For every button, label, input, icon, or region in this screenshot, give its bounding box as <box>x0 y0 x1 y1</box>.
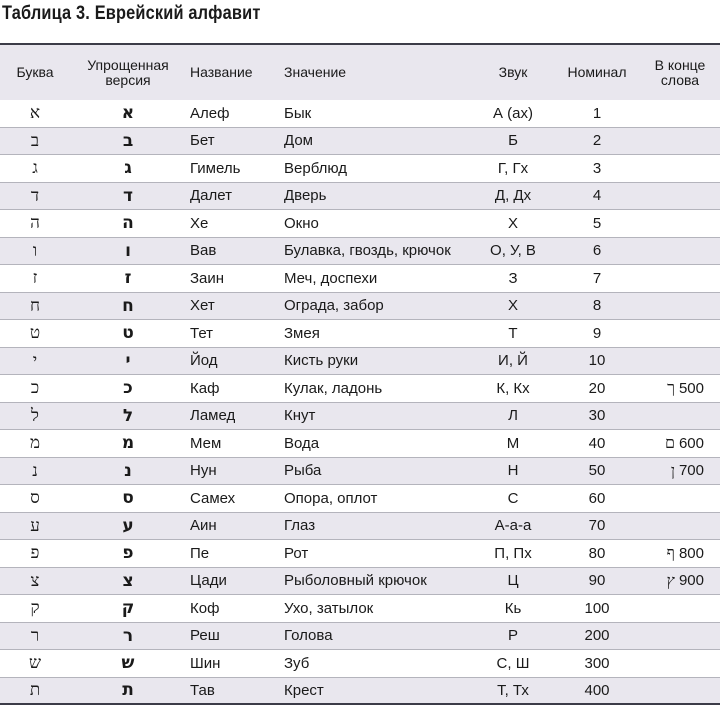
sound-cell: Ц <box>507 572 519 590</box>
value-cell: 10 <box>588 352 606 370</box>
letter-cell: א <box>29 103 41 124</box>
final-letter: ם <box>664 433 675 453</box>
simple-letter-cell: ח <box>122 295 134 316</box>
meaning-cell: Рот <box>284 544 309 562</box>
table-row <box>0 320 720 348</box>
final-form-cell <box>630 513 720 540</box>
header-name: Название <box>190 64 253 80</box>
header-final-line2: слова <box>660 71 700 88</box>
table-row <box>0 403 720 431</box>
value-cell: 4 <box>592 187 602 205</box>
letter-cell: ז <box>32 268 38 289</box>
value-cell: 2 <box>592 132 602 150</box>
final-form-cell <box>630 595 720 622</box>
letter-cell: י <box>32 350 38 371</box>
table-row <box>0 568 720 596</box>
simple-letter-cell: ז <box>124 268 132 289</box>
table-row <box>0 623 720 651</box>
table-row <box>0 128 720 156</box>
name-cell: Нун <box>190 462 217 480</box>
final-form-cell <box>630 238 720 265</box>
simple-letter-cell: ו <box>125 240 131 261</box>
sound-cell: С, Ш <box>496 654 530 672</box>
simple-letter-cell: א <box>121 103 135 124</box>
sound-cell: Б <box>508 132 518 150</box>
table-row <box>0 183 720 211</box>
meaning-cell: Зуб <box>284 654 310 672</box>
meaning-cell: Кнут <box>284 407 316 425</box>
final-form-cell <box>630 375 720 402</box>
meaning-cell: Опора, оплот <box>284 489 378 507</box>
header-simple-line2: версия <box>105 71 151 88</box>
final-letter: ן <box>670 460 675 480</box>
letter-cell: כ <box>30 378 40 399</box>
sound-cell: О, У, В <box>490 242 536 260</box>
table-row <box>0 485 720 513</box>
letter-cell: ט <box>29 323 41 344</box>
table-row <box>0 155 720 183</box>
header-value: Номинал <box>567 64 627 80</box>
name-cell: Аин <box>190 517 217 535</box>
meaning-cell: Меч, доспехи <box>284 269 378 287</box>
final-form-cell <box>630 623 720 650</box>
meaning-cell: Голова <box>284 627 333 645</box>
sound-cell: С <box>507 489 519 507</box>
alphabet-table <box>0 43 720 705</box>
simple-letter-cell: ש <box>121 653 135 674</box>
table-row <box>0 238 720 266</box>
value-cell: 30 <box>588 407 606 425</box>
final-form-cell <box>630 430 720 457</box>
meaning-cell: Кулак, ладонь <box>284 379 383 397</box>
simple-letter-cell: ס <box>122 488 134 509</box>
sound-cell: Т, Тх <box>497 681 529 699</box>
final-value: 900 <box>678 572 704 590</box>
value-cell: 6 <box>592 242 602 260</box>
table-row <box>0 540 720 568</box>
sound-cell: Д, Дх <box>494 187 532 205</box>
name-cell: Мем <box>190 434 222 452</box>
simple-letter-cell: ת <box>122 680 134 701</box>
table-row <box>0 210 720 238</box>
simple-letter-cell: ה <box>122 213 134 234</box>
sound-cell: Т <box>508 324 518 342</box>
letter-cell: ח <box>29 295 41 316</box>
letter-cell: צ <box>30 570 40 591</box>
value-cell: 20 <box>588 379 606 397</box>
sound-cell: Кь <box>504 599 522 617</box>
simple-letter-cell: ר <box>122 625 134 646</box>
final-form-cell <box>630 458 720 485</box>
meaning-cell: Змея <box>284 324 320 342</box>
letter-cell: ו <box>32 240 38 261</box>
final-form-cell <box>630 568 720 595</box>
sound-cell: И, Й <box>498 352 528 370</box>
meaning-cell: Булавка, гвоздь, крючок <box>284 242 451 260</box>
name-cell: Бет <box>190 132 215 150</box>
final-form-cell <box>630 678 720 704</box>
sound-cell: М <box>506 434 520 452</box>
simple-letter-cell: פ <box>122 543 134 564</box>
table-row <box>0 348 720 376</box>
value-cell: 90 <box>588 572 606 590</box>
meaning-cell: Дверь <box>284 187 327 205</box>
final-form-cell <box>630 265 720 292</box>
letter-cell: ב <box>30 130 40 151</box>
meaning-cell: Ограда, забор <box>284 297 384 315</box>
simple-letter-cell: ג <box>124 158 132 179</box>
final-form-cell <box>630 485 720 512</box>
simple-letter-cell: ב <box>122 130 134 151</box>
final-value: 600 <box>678 434 704 452</box>
simple-letter-cell: מ <box>121 433 135 454</box>
header-meaning: Значение <box>284 64 347 80</box>
final-value: 700 <box>678 462 704 480</box>
final-form-cell <box>630 540 720 567</box>
letter-cell: ק <box>30 598 40 619</box>
final-form-cell <box>630 320 720 347</box>
meaning-cell: Глаз <box>284 517 316 535</box>
table-row <box>0 375 720 403</box>
value-cell: 50 <box>588 462 606 480</box>
final-value: 800 <box>678 544 704 562</box>
sound-cell: Р <box>507 627 518 645</box>
name-cell: Пе <box>190 544 210 562</box>
header-sound: Звук <box>498 64 528 80</box>
simple-letter-cell: ע <box>122 515 134 536</box>
page-title: Таблица 3. Еврейский алфавит <box>2 3 261 24</box>
header-final-form <box>640 45 720 100</box>
header-final-line1: В конце <box>654 56 706 73</box>
table-row <box>0 293 720 321</box>
letter-cell: ע <box>30 515 40 536</box>
final-form-cell <box>630 100 720 127</box>
value-cell: 5 <box>592 214 602 232</box>
letter-cell: ת <box>29 680 41 701</box>
value-cell: 100 <box>584 599 610 617</box>
simple-letter-cell: ד <box>123 185 133 206</box>
table-row <box>0 513 720 541</box>
value-cell: 400 <box>584 681 610 699</box>
letter-cell: ש <box>28 653 42 674</box>
value-cell: 9 <box>592 324 602 342</box>
letter-cell: ר <box>30 625 40 646</box>
value-cell: 300 <box>584 654 610 672</box>
letter-cell: ד <box>30 185 40 206</box>
meaning-cell: Бык <box>284 104 312 122</box>
name-cell: Цади <box>190 572 227 590</box>
letter-cell: ה <box>30 213 40 234</box>
final-form-cell <box>630 183 720 210</box>
final-letter: ך <box>667 378 675 398</box>
name-cell: Тав <box>190 681 215 699</box>
meaning-cell: Окно <box>284 214 319 232</box>
header-simple-line1: Упрощенная <box>87 56 169 73</box>
simple-letter-cell: נ <box>124 460 132 481</box>
letter-cell: ל <box>31 405 39 426</box>
letter-cell: נ <box>32 460 38 481</box>
simple-letter-cell: ט <box>122 323 134 344</box>
final-value: 500 <box>678 379 704 397</box>
name-cell: Алеф <box>190 104 230 122</box>
table-row <box>0 678 720 706</box>
table-header <box>0 43 720 100</box>
name-cell: Реш <box>190 627 220 645</box>
meaning-cell: Рыболовный крючок <box>284 572 427 590</box>
sound-cell: Х <box>507 297 518 315</box>
final-form-cell <box>630 293 720 320</box>
value-cell: 60 <box>588 489 606 507</box>
table-row <box>0 265 720 293</box>
name-cell: Вав <box>190 242 217 260</box>
name-cell: Гимель <box>190 159 241 177</box>
value-cell: 80 <box>588 544 606 562</box>
header-letter: Буква <box>16 64 54 80</box>
name-cell: Шин <box>190 654 221 672</box>
sound-cell: А-а-а <box>494 517 532 535</box>
meaning-cell: Вода <box>284 434 320 452</box>
meaning-cell: Дом <box>284 132 313 150</box>
final-form-cell <box>630 210 720 237</box>
final-form-cell <box>630 650 720 677</box>
meaning-cell: Верблюд <box>284 159 348 177</box>
table-row <box>0 100 720 128</box>
table-row <box>0 650 720 678</box>
simple-letter-cell: ק <box>121 598 135 619</box>
name-cell: Самех <box>190 489 236 507</box>
meaning-cell: Рыба <box>284 462 322 480</box>
final-form-cell <box>630 403 720 430</box>
name-cell: Ламед <box>190 407 236 425</box>
name-cell: Каф <box>190 379 220 397</box>
value-cell: 8 <box>592 297 602 315</box>
simple-letter-cell: י <box>125 350 131 371</box>
name-cell: Далет <box>190 187 232 205</box>
letter-cell: פ <box>30 543 40 564</box>
sound-cell: К, Кх <box>496 379 530 397</box>
final-letter: ף <box>666 543 675 563</box>
meaning-cell: Кисть руки <box>284 352 359 370</box>
value-cell: 7 <box>592 269 602 287</box>
letter-cell: ס <box>30 488 40 509</box>
sound-cell: Г, Гх <box>497 159 529 177</box>
sound-cell: Н <box>507 462 519 480</box>
table-row <box>0 458 720 486</box>
name-cell: Хе <box>190 214 209 232</box>
simple-letter-cell: צ <box>122 570 134 591</box>
header-simple-version <box>76 45 180 100</box>
meaning-cell: Крест <box>284 681 324 699</box>
letter-cell: מ <box>29 433 41 454</box>
simple-letter-cell: ל <box>122 405 134 426</box>
name-cell: Коф <box>190 599 220 617</box>
name-cell: Заин <box>190 269 225 287</box>
value-cell: 70 <box>588 517 606 535</box>
value-cell: 3 <box>592 159 602 177</box>
value-cell: 200 <box>584 627 610 645</box>
table-body <box>0 100 720 705</box>
final-form-cell <box>630 348 720 375</box>
final-form-cell <box>630 128 720 155</box>
sound-cell: З <box>508 269 518 287</box>
name-cell: Хет <box>190 297 215 315</box>
sound-cell: А (ах) <box>492 104 533 122</box>
sound-cell: П, Пх <box>494 544 532 562</box>
value-cell: 40 <box>588 434 606 452</box>
meaning-cell: Ухо, затылок <box>284 599 374 617</box>
final-letter: ץ <box>666 570 675 590</box>
name-cell: Тет <box>190 324 214 342</box>
table-row <box>0 430 720 458</box>
table-row <box>0 595 720 623</box>
value-cell: 1 <box>592 104 602 122</box>
letter-cell: ג <box>32 158 38 179</box>
sound-cell: Х <box>507 214 518 232</box>
name-cell: Йод <box>190 352 218 370</box>
final-form-cell <box>630 155 720 182</box>
simple-letter-cell: כ <box>123 378 133 399</box>
sound-cell: Л <box>508 407 518 425</box>
